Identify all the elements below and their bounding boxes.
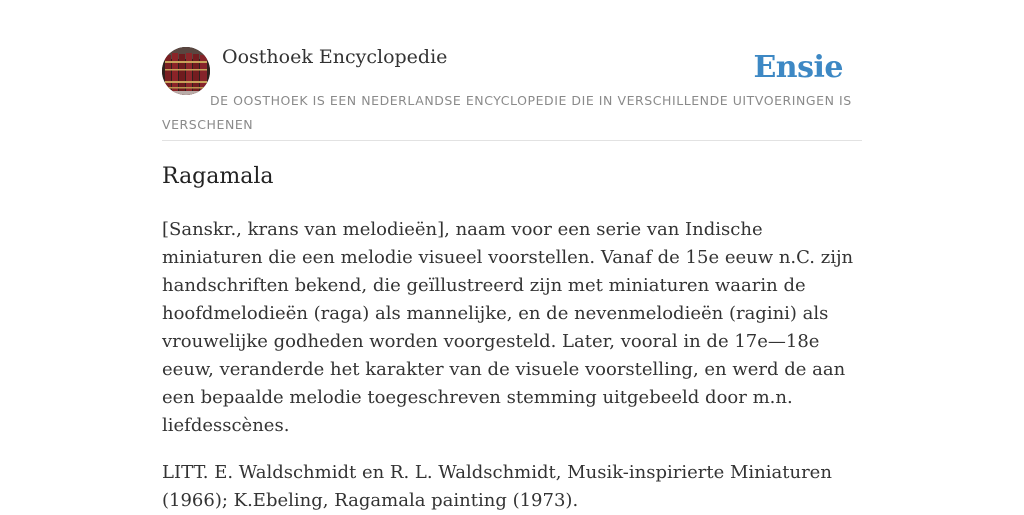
site-title[interactable]: Oosthoek Encyclopedie xyxy=(222,46,448,68)
article-body xyxy=(162,216,862,515)
site-header xyxy=(162,0,862,141)
article-references: LITT. E. Waldschmidt en R. L. Waldschmidt, Musik-inspirierte Miniaturen (1966); K.Ebeling, Ragamala painting (1973). xyxy=(162,462,832,511)
brand-logo[interactable]: Ensie xyxy=(753,50,843,85)
site-tagline: DE OOSTHOEK IS EEN NEDERLANDSE ENCYCLOPEDIE DIE IN VERSCHILLENDE UITVOERINGEN IS VERSCHENEN xyxy=(162,93,852,132)
page xyxy=(162,0,862,511)
article-title: Ragamala xyxy=(162,164,274,189)
article-paragraph: [Sanskr., krans van melodieën], naam voor een serie van Indische miniaturen die een melodie visueel voorstellen. Vanaf de 15e eeuw n.C. zijn handschriften bekend, die geïllustreerd zijn met miniaturen waarin de hoofdmelodieën (raga) als mannelijke, en de nevenmelodieën (ragini) als vrouwelijke godheden worden voorgesteld. Later, vooral in de 17e—18e eeuw, veranderde het karakter van de visuele voorstelling, en werd de aan een bepaalde melodie toegeschreven stemming uitgebeeld door m.n. liefdesscènes. xyxy=(162,219,854,436)
encyclopedia-books-icon[interactable] xyxy=(162,47,210,95)
